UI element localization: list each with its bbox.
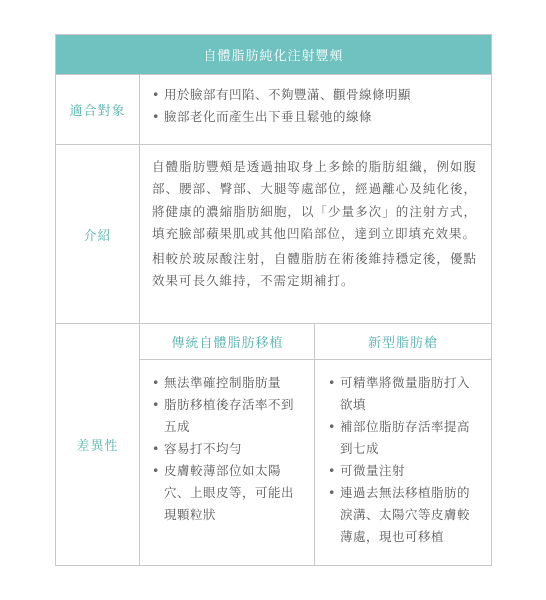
comparison-table [55, 34, 492, 566]
traditional-list [150, 372, 300, 526]
list-item: • 用於臉部有凹陷、不夠豐滿、顴骨線條明顯 [150, 84, 477, 106]
new-column [326, 372, 482, 548]
traditional-column [150, 372, 300, 526]
cell-suitable [140, 75, 491, 144]
row-suitable [56, 74, 491, 144]
label-intro: 介紹 [56, 145, 140, 323]
intro-paragraph-1: 自體脂肪豐頰是透過抽取身上多餘的脂肪組織，例如腹部、腰部、臀部、大腿等處部位，經過離心及純化後，將健康的濃縮脂肪細胞，以「少量多次」的注射方式，填充臉部蘋果肌或其他凹陷部位，達到立即填充效果。 [152, 159, 477, 242]
list-item: • 可微量注射 [326, 460, 482, 482]
new-list [326, 372, 482, 548]
row-difference [56, 323, 491, 565]
list-item: • 可精準將微量脂肪打入欲填 [326, 372, 482, 416]
intro-paragraph-2: 相較於玻尿酸注射，自體脂肪在術後維持穩定後，優點效果可長久維持，不需定期補打。 [152, 250, 477, 289]
header-traditional: 傳統自體脂肪移植 [140, 324, 315, 360]
label-difference: 差異性 [56, 324, 140, 565]
suitable-list [150, 84, 477, 128]
column-divider [314, 324, 315, 565]
row-intro [56, 144, 491, 323]
list-item: • 無法準確控制脂肪量 [150, 372, 300, 394]
label-suitable: 適合對象 [56, 75, 140, 144]
table-title: 自體脂肪純化注射豐頰 [56, 35, 491, 74]
list-item: • 皮膚較薄部位如太陽穴、上眼皮等，可能出現顆粒狀 [150, 460, 300, 526]
list-item: • 臉部老化而產生出下垂且鬆弛的線條 [150, 106, 477, 128]
list-item: • 脂肪移植後存活率不到五成 [150, 394, 300, 438]
cell-difference [140, 324, 491, 565]
list-item: • 補部位脂肪存活率提高到七成 [326, 416, 482, 460]
list-item: • 容易打不均勻 [150, 438, 300, 460]
list-item: • 連過去無法移植脂肪的淚溝、太陽穴等皮膚較薄處，現也可移植 [326, 482, 482, 548]
header-new-fat-gun: 新型脂肪槍 [315, 324, 491, 360]
cell-intro [140, 145, 491, 323]
